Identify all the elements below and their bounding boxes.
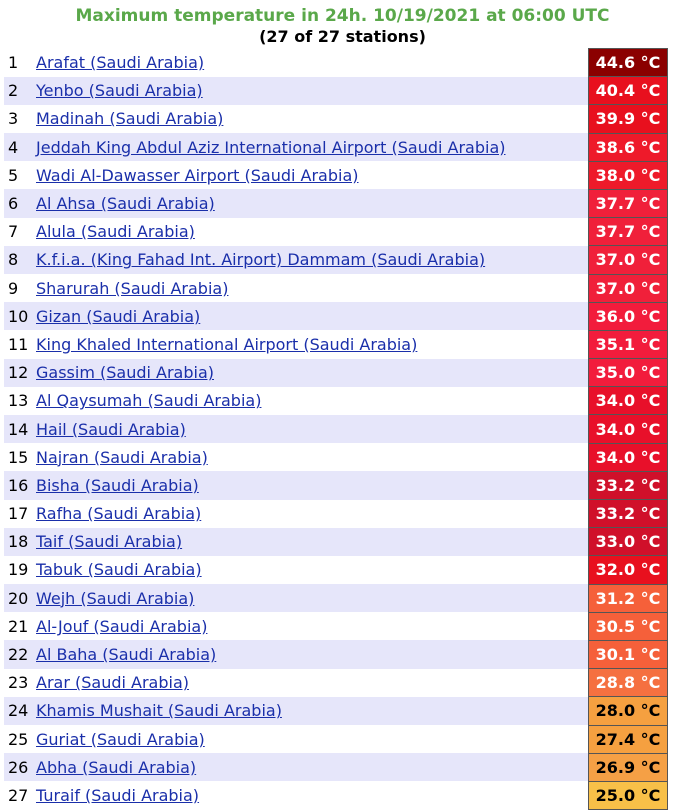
station-link[interactable]: Jeddah King Abdul Aziz International Airport (Saudi Arabia)	[36, 137, 506, 157]
rank-cell: 23	[4, 669, 36, 697]
temperature-badge: 31.2 °C	[589, 584, 668, 612]
table-row	[4, 612, 668, 640]
temperature-badge: 27.4 °C	[589, 725, 668, 753]
rank-cell: 26	[4, 753, 36, 781]
station-cell	[36, 330, 589, 358]
station-link[interactable]: Al-Jouf (Saudi Arabia)	[36, 616, 208, 636]
station-link[interactable]: Hail (Saudi Arabia)	[36, 419, 186, 439]
temperature-badge: 37.7 °C	[589, 218, 668, 246]
table-row	[4, 105, 668, 133]
table-row	[4, 528, 668, 556]
station-link[interactable]: K.f.i.a. (King Fahad Int. Airport) Dammam (Saudi Arabia)	[36, 250, 486, 270]
temperature-badge: 33.2 °C	[589, 471, 668, 499]
table-row	[4, 330, 668, 358]
station-link[interactable]: Yenbo (Saudi Arabia)	[36, 81, 203, 101]
station-cell	[36, 218, 589, 246]
station-cell	[36, 640, 589, 668]
rank-cell: 2	[4, 77, 36, 105]
station-cell	[36, 359, 589, 387]
temperature-badge: 39.9 °C	[589, 105, 668, 133]
table-row	[4, 302, 668, 330]
temperature-badge: 33.0 °C	[589, 528, 668, 556]
table-row	[4, 584, 668, 612]
table-row	[4, 697, 668, 725]
station-cell	[36, 753, 589, 781]
temperature-badge: 33.2 °C	[589, 500, 668, 528]
table-row	[4, 443, 668, 471]
table-row	[4, 387, 668, 415]
table-row	[4, 274, 668, 302]
page-title: Maximum temperature in 24h. 10/19/2021 at 06:00 UTC	[75, 6, 610, 26]
station-link[interactable]: Rafha (Saudi Arabia)	[36, 504, 202, 524]
temperature-badge: 28.8 °C	[589, 669, 668, 697]
station-link[interactable]: King Khaled International Airport (Saudi Arabia)	[36, 334, 418, 354]
table-row	[4, 161, 668, 189]
station-link[interactable]: Najran (Saudi Arabia)	[36, 447, 208, 467]
station-cell	[36, 415, 589, 443]
station-link[interactable]: Al Qaysumah (Saudi Arabia)	[36, 391, 262, 411]
station-cell	[36, 246, 589, 274]
station-count: (27 of 27 stations)	[259, 27, 426, 46]
station-cell	[36, 528, 589, 556]
rank-cell: 8	[4, 246, 36, 274]
station-cell	[36, 189, 589, 217]
station-link[interactable]: Khamis Mushait (Saudi Arabia)	[36, 701, 282, 721]
table-row	[4, 640, 668, 668]
temperature-badge: 37.7 °C	[589, 189, 668, 217]
ranking-rows	[4, 49, 668, 810]
temperature-badge: 30.1 °C	[589, 640, 668, 668]
rank-cell: 21	[4, 612, 36, 640]
table-row	[4, 725, 668, 753]
temperature-badge: 28.0 °C	[589, 697, 668, 725]
table-row	[4, 189, 668, 217]
station-link[interactable]: Tabuk (Saudi Arabia)	[36, 560, 202, 580]
station-cell	[36, 669, 589, 697]
temperature-badge: 26.9 °C	[589, 753, 668, 781]
station-cell	[36, 443, 589, 471]
table-row	[4, 77, 668, 105]
rank-cell: 15	[4, 443, 36, 471]
rank-cell: 3	[4, 105, 36, 133]
rank-cell: 6	[4, 189, 36, 217]
station-cell	[36, 105, 589, 133]
rank-cell: 7	[4, 218, 36, 246]
station-cell	[36, 612, 589, 640]
station-link[interactable]: Taif (Saudi Arabia)	[36, 532, 183, 552]
station-link[interactable]: Gizan (Saudi Arabia)	[36, 306, 201, 326]
temperature-badge: 25.0 °C	[589, 781, 668, 809]
station-link[interactable]: Wadi Al-Dawasser Airport (Saudi Arabia)	[36, 165, 359, 185]
temperature-badge: 35.1 °C	[589, 330, 668, 358]
temperature-badge: 44.6 °C	[589, 49, 668, 77]
station-cell	[36, 697, 589, 725]
station-cell	[36, 556, 589, 584]
rank-cell: 24	[4, 697, 36, 725]
table-row	[4, 415, 668, 443]
temperature-badge: 35.0 °C	[589, 359, 668, 387]
temperature-badge: 32.0 °C	[589, 556, 668, 584]
table-row	[4, 500, 668, 528]
temperature-badge: 34.0 °C	[589, 443, 668, 471]
rank-cell: 10	[4, 302, 36, 330]
rank-cell: 12	[4, 359, 36, 387]
rank-cell: 18	[4, 528, 36, 556]
table-row	[4, 753, 668, 781]
station-link[interactable]: Wejh (Saudi Arabia)	[36, 588, 195, 608]
rank-cell: 14	[4, 415, 36, 443]
rank-cell: 13	[4, 387, 36, 415]
station-cell	[36, 49, 589, 77]
ranking-table	[4, 48, 668, 810]
rank-cell: 9	[4, 274, 36, 302]
temperature-badge: 37.0 °C	[589, 246, 668, 274]
station-link[interactable]: Bisha (Saudi Arabia)	[36, 475, 199, 495]
temperature-badge: 30.5 °C	[589, 612, 668, 640]
rank-cell: 1	[4, 49, 36, 77]
rank-cell: 19	[4, 556, 36, 584]
station-link[interactable]: Al Ahsa (Saudi Arabia)	[36, 194, 215, 214]
station-cell	[36, 725, 589, 753]
station-cell	[36, 274, 589, 302]
station-cell	[36, 584, 589, 612]
rank-cell: 20	[4, 584, 36, 612]
station-link[interactable]: Turaif (Saudi Arabia)	[36, 785, 200, 805]
table-row	[4, 781, 668, 809]
table-row	[4, 218, 668, 246]
station-cell	[36, 133, 589, 161]
rank-cell: 22	[4, 640, 36, 668]
station-link[interactable]: Abha (Saudi Arabia)	[36, 757, 197, 777]
table-row	[4, 556, 668, 584]
station-cell	[36, 471, 589, 499]
table-row	[4, 359, 668, 387]
station-link[interactable]: Guriat (Saudi Arabia)	[36, 729, 205, 749]
temperature-badge: 38.0 °C	[589, 161, 668, 189]
table-row	[4, 133, 668, 161]
station-link[interactable]: Gassim (Saudi Arabia)	[36, 363, 214, 383]
table-row	[4, 669, 668, 697]
station-link[interactable]: Al Baha (Saudi Arabia)	[36, 645, 217, 665]
station-link[interactable]: Arar (Saudi Arabia)	[36, 673, 189, 693]
station-cell	[36, 77, 589, 105]
temperature-badge: 38.6 °C	[589, 133, 668, 161]
table-row	[4, 49, 668, 77]
station-link[interactable]: Madinah (Saudi Arabia)	[36, 109, 224, 129]
rank-cell: 16	[4, 471, 36, 499]
temperature-badge: 40.4 °C	[589, 77, 668, 105]
station-cell	[36, 302, 589, 330]
station-link[interactable]: Arafat (Saudi Arabia)	[36, 53, 205, 73]
temperature-badge: 36.0 °C	[589, 302, 668, 330]
table-row	[4, 471, 668, 499]
station-link[interactable]: Sharurah (Saudi Arabia)	[36, 278, 229, 298]
rank-cell: 11	[4, 330, 36, 358]
rank-cell: 25	[4, 725, 36, 753]
temperature-badge: 34.0 °C	[589, 387, 668, 415]
station-cell	[36, 387, 589, 415]
station-cell	[36, 781, 589, 809]
table-row	[4, 246, 668, 274]
temperature-badge: 37.0 °C	[589, 274, 668, 302]
station-cell	[36, 161, 589, 189]
rank-cell: 27	[4, 781, 36, 809]
rank-cell: 17	[4, 500, 36, 528]
station-cell	[36, 500, 589, 528]
rank-cell: 4	[4, 133, 36, 161]
rank-cell: 5	[4, 161, 36, 189]
station-link[interactable]: Alula (Saudi Arabia)	[36, 222, 195, 242]
temperature-badge: 34.0 °C	[589, 415, 668, 443]
